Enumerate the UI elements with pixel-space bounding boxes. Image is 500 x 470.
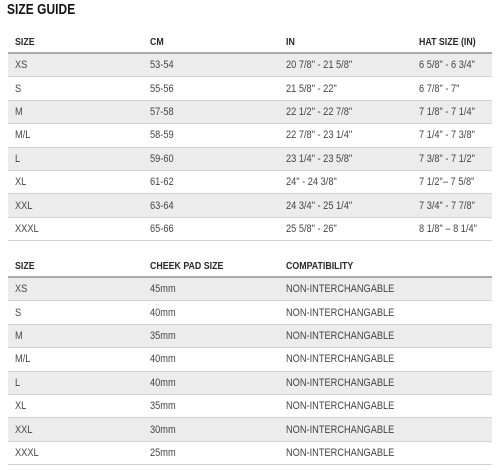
compatibility-cell: NON-INTERCHANGABLE bbox=[286, 446, 395, 459]
cm-cell: 59-60 bbox=[150, 152, 174, 165]
compatibility-cell: NON-INTERCHANGABLE bbox=[286, 283, 395, 296]
in-cell: 20 7/8" - 21 5/8" bbox=[286, 59, 353, 72]
cheek-pad-table bbox=[8, 256, 492, 465]
cheek-pad-cell: 40mm bbox=[150, 353, 176, 366]
table-row bbox=[8, 77, 492, 100]
size-cell: XXXL bbox=[15, 446, 39, 459]
hat-size-cell: 7 1/4" - 7 3/8" bbox=[419, 129, 475, 142]
hat-size-cell: 7 3/8" - 7 1/2" bbox=[419, 152, 475, 165]
hat-size-cell: 7 1/8" - 7 1/4" bbox=[419, 105, 475, 118]
size-cell: L bbox=[15, 376, 21, 389]
cm-cell: 61-62 bbox=[150, 176, 174, 189]
hat-size-cell: 7 1/2"– 7 5/8" bbox=[419, 176, 475, 189]
hat-size-cell: 6 7/8" - 7" bbox=[419, 82, 460, 95]
header-in: IN bbox=[286, 36, 295, 48]
cheek-pad-cell: 30mm bbox=[150, 423, 176, 436]
table-row bbox=[8, 348, 492, 371]
hat-size-cell: 7 3/4" - 7 7/8" bbox=[419, 199, 475, 212]
size-cell: M/L bbox=[15, 353, 31, 366]
cheek-pad-cell: 45mm bbox=[150, 283, 176, 296]
page-title: SIZE GUIDE bbox=[7, 2, 76, 18]
compatibility-cell: NON-INTERCHANGABLE bbox=[286, 423, 395, 436]
header-size: SIZE bbox=[15, 260, 35, 272]
size-cell: M/L bbox=[15, 129, 31, 142]
in-cell: 25 5/8" - 26" bbox=[286, 222, 337, 235]
in-cell: 22 7/8" - 23 1/4" bbox=[286, 129, 353, 142]
header-size: SIZE bbox=[15, 36, 35, 48]
size-cell: XXL bbox=[15, 423, 33, 436]
cheek-pad-cell: 35mm bbox=[150, 329, 176, 342]
table-row bbox=[8, 442, 492, 465]
compatibility-cell: NON-INTERCHANGABLE bbox=[286, 329, 395, 342]
header-compatibility: COMPATIBILITY bbox=[286, 260, 354, 272]
in-cell: 23 1/4" - 23 5/8" bbox=[286, 152, 353, 165]
size-cell: XL bbox=[15, 176, 27, 189]
size-cell: XS bbox=[15, 59, 28, 72]
cheek-pad-cell: 35mm bbox=[150, 400, 176, 413]
cm-cell: 55-56 bbox=[150, 82, 174, 95]
table-row bbox=[8, 372, 492, 395]
size-cell: XXL bbox=[15, 199, 33, 212]
table-row bbox=[8, 54, 492, 77]
table-row bbox=[8, 418, 492, 441]
table-row bbox=[8, 301, 492, 324]
hat-size-cell: 8 1/8" – 8 1/4" bbox=[419, 222, 477, 235]
cm-cell: 65-66 bbox=[150, 222, 174, 235]
in-cell: 22 1/2" - 22 7/8" bbox=[286, 105, 353, 118]
cm-cell: 57-58 bbox=[150, 105, 174, 118]
in-cell: 24" - 24 3/8" bbox=[286, 176, 337, 189]
table-row bbox=[8, 325, 492, 348]
cheek-pad-cell: 40mm bbox=[150, 376, 176, 389]
table-row bbox=[8, 395, 492, 418]
header-cm: CM bbox=[150, 36, 164, 48]
compatibility-cell: NON-INTERCHANGABLE bbox=[286, 353, 395, 366]
size-table-header bbox=[8, 32, 492, 54]
size-cell: L bbox=[15, 152, 21, 165]
size-table bbox=[8, 32, 492, 241]
cm-cell: 63-64 bbox=[150, 199, 174, 212]
table-row bbox=[8, 278, 492, 301]
cheek-pad-table-header bbox=[8, 256, 492, 278]
compatibility-cell: NON-INTERCHANGABLE bbox=[286, 306, 395, 319]
in-cell: 24 3/4" - 25 1/4" bbox=[286, 199, 353, 212]
table-row bbox=[8, 148, 492, 171]
size-cell: M bbox=[15, 329, 23, 342]
size-cell: M bbox=[15, 105, 23, 118]
table-row bbox=[8, 218, 492, 241]
compatibility-cell: NON-INTERCHANGABLE bbox=[286, 400, 395, 413]
size-cell: S bbox=[15, 82, 22, 95]
table-row bbox=[8, 194, 492, 217]
cheek-pad-cell: 25mm bbox=[150, 446, 176, 459]
table-row bbox=[8, 101, 492, 124]
hat-size-cell: 6 5/8" - 6 3/4" bbox=[419, 59, 475, 72]
in-cell: 21 5/8" - 22" bbox=[286, 82, 337, 95]
size-cell: XXXL bbox=[15, 222, 39, 235]
size-cell: XL bbox=[15, 400, 27, 413]
header-cheek-pad-size: CHEEK PAD SIZE bbox=[150, 260, 224, 272]
cm-cell: 53-54 bbox=[150, 59, 174, 72]
cm-cell: 58-59 bbox=[150, 129, 174, 142]
compatibility-cell: NON-INTERCHANGABLE bbox=[286, 376, 395, 389]
cheek-pad-cell: 40mm bbox=[150, 306, 176, 319]
table-row bbox=[8, 124, 492, 147]
size-cell: S bbox=[15, 306, 22, 319]
size-cell: XS bbox=[15, 283, 28, 296]
table-row bbox=[8, 171, 492, 194]
header-hat-size: HAT SIZE (IN) bbox=[419, 36, 476, 48]
